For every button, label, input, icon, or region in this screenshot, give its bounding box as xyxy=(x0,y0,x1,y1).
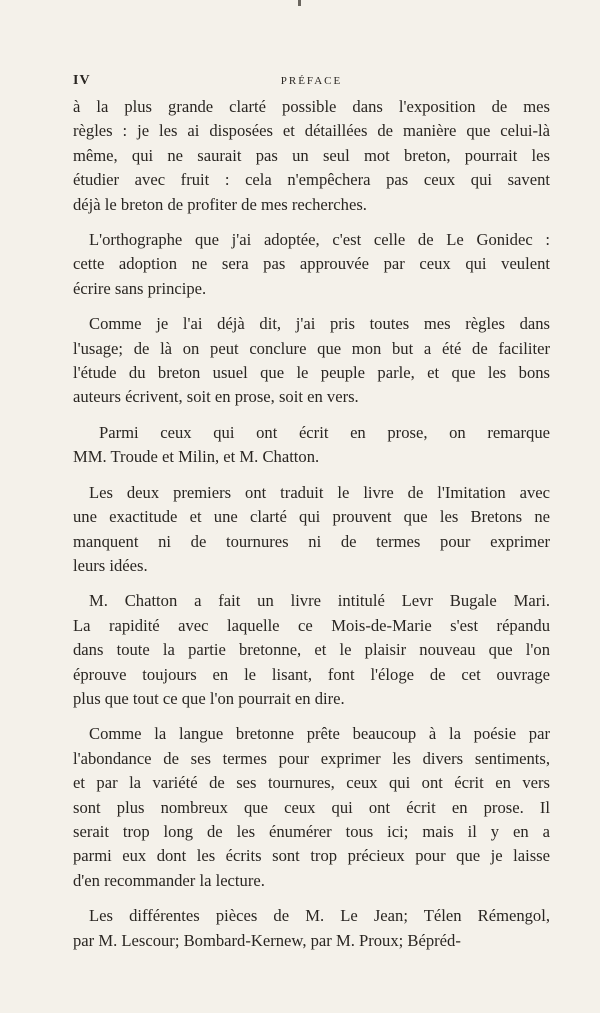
paragraph xyxy=(73,722,550,893)
text-line: d'en recommander la lecture. xyxy=(73,870,265,890)
text-line: plus que tout ce que l'on pourrait en dire. xyxy=(73,688,345,708)
text-line: sont plus nombreux que ceux qui ont écrit en prose. Il xyxy=(73,797,550,817)
page-mark xyxy=(298,0,301,6)
text-line: Les différentes pièces de M. Le Jean; Télen Rémengol, xyxy=(89,906,550,926)
text-line: l'étude du breton usuel que le peuple parle, et que les bons xyxy=(73,363,550,383)
text-line: M. Chatton a fait un livre intitulé Levr Bugale Mari. xyxy=(89,591,550,611)
text-line: cette adoption ne sera pas approuvée par ceux qui veulent xyxy=(73,254,550,274)
text-line: Comme la langue bretonne prête beaucoup à la poésie par xyxy=(89,724,550,744)
paragraph xyxy=(73,95,550,217)
paragraph xyxy=(73,904,550,953)
text-line: l'usage; de là on peut conclure que mon but a été de faciliter xyxy=(73,338,550,358)
text-line: leurs idées. xyxy=(73,555,148,575)
text-line: Comme je l'ai déjà dit, j'ai pris toutes mes règles dans xyxy=(89,314,550,334)
text-line: et par la variété de ses tournures, ceux qui ont écrit en vers xyxy=(73,773,550,793)
text-line: La rapidité avec laquelle ce Mois-de-Marie s'est répandu xyxy=(73,615,550,635)
text-line: parmi eux dont les écrits sont trop précieux pour que je laisse xyxy=(73,846,550,866)
paragraph xyxy=(73,589,550,711)
text-line: étudier avec fruit : cela n'empêchera pas ceux qui savent xyxy=(73,170,550,190)
text-line: L'orthographe que j'ai adoptée, c'est celle de Le Gonidec : xyxy=(89,230,550,250)
text-line: par M. Lescour; Bombard-Kernew, par M. Proux; Bépréd- xyxy=(73,930,461,950)
text-line: éprouve toujours en le lisant, font l'éloge de cet ouvrage xyxy=(73,664,550,684)
paragraph xyxy=(73,228,550,301)
text-line: écrire sans principe. xyxy=(73,278,207,298)
text-line: déjà le breton de profiter de mes recherches. xyxy=(73,194,367,214)
text-line: à la plus grande clarté possible dans l'exposition de mes xyxy=(73,97,550,116)
running-title: PRÉFACE xyxy=(280,75,343,87)
text-line: MM. Troude et Milin, et M. Chatton. xyxy=(73,447,320,467)
paragraph xyxy=(73,481,550,579)
text-line: Parmi ceux qui ont écrit en prose, on remarque xyxy=(99,422,550,442)
text-line: manquent ni de tournures ni de termes pour exprimer xyxy=(73,531,550,551)
text-line: l'abondance de ses termes pour exprimer les divers sentiments, xyxy=(73,748,550,768)
text-line: même, qui ne saurait pas un seul mot breton, pourrait les xyxy=(73,145,550,165)
text-line: règles : je les ai disposées et détaillées de manière que celui-là xyxy=(73,121,550,141)
paragraph xyxy=(73,312,550,410)
body-text xyxy=(73,95,550,964)
text-line: une exactitude et une clarté qui prouvent que les Bretons ne xyxy=(73,507,550,527)
paragraph xyxy=(73,421,550,470)
page-header xyxy=(73,73,550,93)
text-line: serait trop long de les énumérer tous ici; mais il y en a xyxy=(73,821,550,841)
page-number: IV xyxy=(73,73,91,88)
text-line: dans toute la partie bretonne, et le plaisir nouveau que l'on xyxy=(73,640,550,660)
text-line: Les deux premiers ont traduit le livre de l'Imitation avec xyxy=(89,482,550,502)
text-line: auteurs écrivent, soit en prose, soit en vers. xyxy=(73,387,359,407)
